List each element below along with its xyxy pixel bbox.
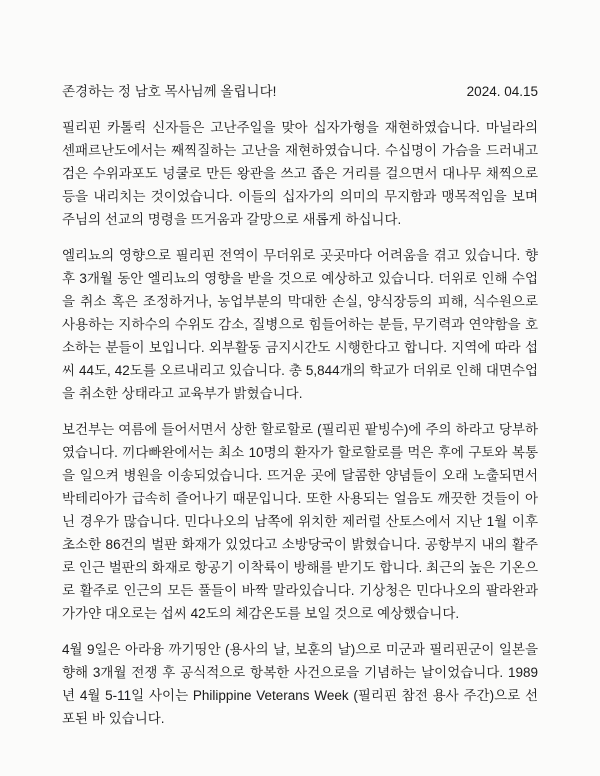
letter-header: [62, 80, 538, 103]
letter-greeting: 존경하는 정 남호 목사님께 올립니다!: [62, 84, 277, 99]
paragraph-el-nino-heatwave: 엘리뇨의 영향으로 필리핀 전역이 무더위로 곳곳마다 어려움을 겪고 있습니다. 향후 3개월 동안 엘리뇨의 영향을 받을 것으로 예상하고 있습니다. 더위로 인해 수업을 취소 혹은 조정하거나, 농업부분의 막대한 손실, 양식장등의 피해, 식수원으로 사용하는 지하수의 수위도 감소, 질병으로 힘들어하는 분들, 무기력과 연약함을 호소하는 분들이 보입니다. 외부활동 금지시간도 시행한다고 합니다. 지역에 따라 섭씨 44도, 42도를 오르내리고 있습니다. 총 5,844개의 학교가 더위로 인해 대면수업을 취소한 상태라고 교육부가 밝혔습니다.: [62, 248, 538, 401]
paragraph-health-and-fires: 보건부는 여름에 들어서면서 상한 할로할로 (필리핀 팥빙수)에 주의 하라고 당부하였습니다. 끼다빠완에서는 최소 10명의 환자가 할로할로를 먹은 후에 구토와 복통을 일으켜 병원을 이송되었습니다. 뜨거운 곳에 달콤한 양념들이 오래 노출되면서 박테리아가 급속히 즐어나기 때문입니다. 또한 사용되는 얼음도 깨끗한 것들이 아닌 경우가 많습니다. 민다나오의 남쪽에 위치한 제러럴 산토스에서 지난 1월 이후 초소한 86건의 벌판 화재가 있었다고 소방당국이 밝혔습니다. 공항부지 내의 활주로 인근 벌판의 화재로 항공기 이착륙이 방해를 받기도 합니다. 최근의 높은 기온으로 활주로 인근의 모든 풀들이 바짝 말라있습니다. 기상청은 민다나오의 팔라완과 가가얀 대오로는 섭씨 42도의 체감온도를 보일 것으로 예상했습니다.: [62, 422, 538, 621]
letter-body: [62, 80, 538, 730]
letter-date: 2024. 04.15: [466, 84, 538, 99]
paragraph-veterans-day: 4월 9일은 아라융 까기띵안 (용사의 날, 보훈의 날)으로 미군과 필리핀군이 일본을 향해 3개월 전쟁 후 공식적으로 항복한 사건으로을 기념하는 날이었습니다. 1989년 4월 5-11일 사이는 Philippine Veterans Week (필리핀 참전 용사 주간)으로 선포된 바 있습니다.: [62, 642, 538, 726]
paragraph-crucifixion-reenactment: 필리핀 카톨릭 신자들은 고난주일을 맞아 십자가형을 재현하였습니다. 마닐라의 센패르난도에서는 째찍질하는 고난을 재현하였습니다. 수십명이 가슴을 드러내고 검은 수위과포도 넝쿨로 만든 왕관을 쓰고 좁은 거리를 걸으면서 대나무 채찍으로 등을 내리치는 것이었습니다. 이들의 십자가의 의미의 무지함과 맹목적임을 보며 주님의 선교의 명령을 뜨거움과 갈망으로 새롭게 하십니다.: [62, 120, 538, 227]
